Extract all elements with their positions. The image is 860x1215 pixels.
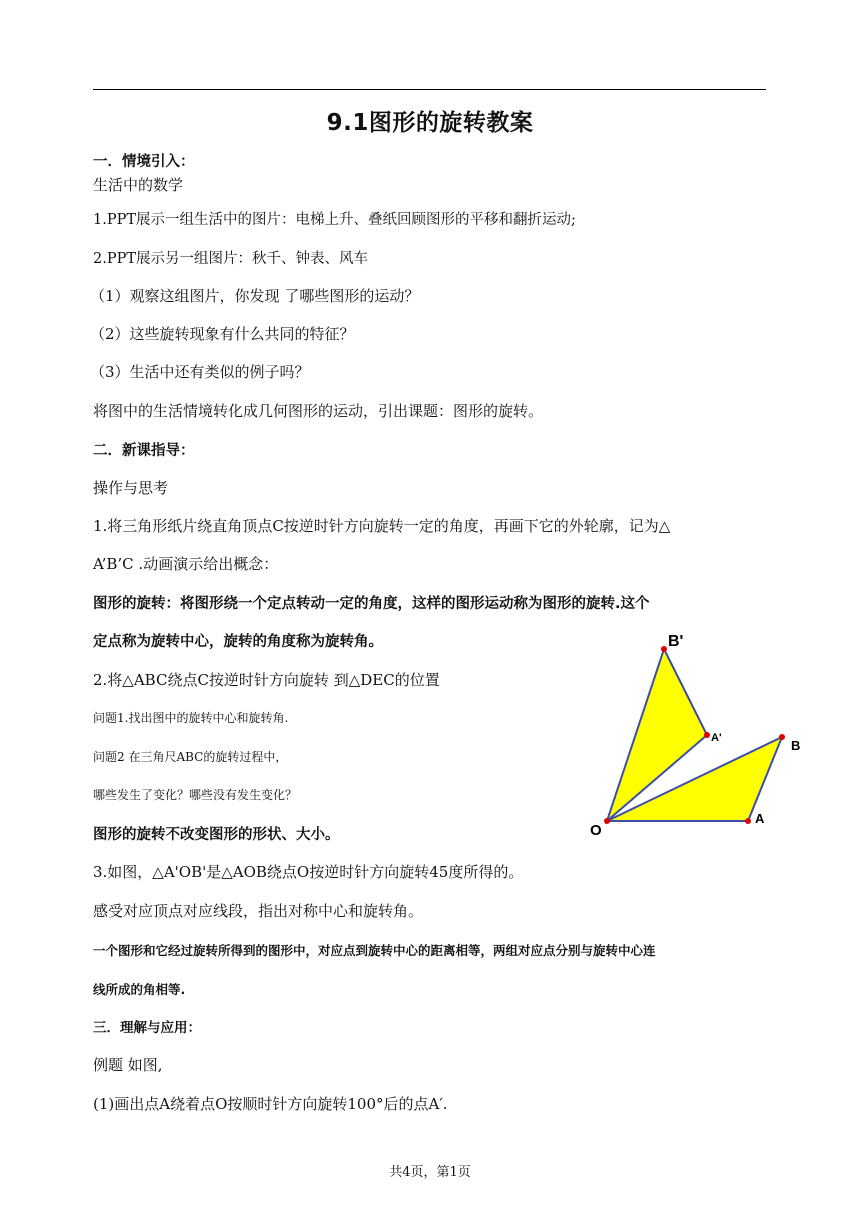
paragraph: A’B’C .动画演示给出概念： (93, 555, 279, 573)
paragraph: 3.如图，△A'OB'是△AOB绕点O按逆时针方向旋转45度所得的。 (93, 863, 524, 881)
question-item: （2）这些旋转现象有什么共同的特征？ (90, 325, 355, 343)
paragraph: 1.PPT展示一组生活中的图片：电梯上升、叠纸回顾图形的平移和翻折运动; (93, 212, 576, 228)
paragraph: 1.将三角形纸片绕直角顶点C按逆时针方向旋转一定的角度，再画下它的外轮廓，记为△ (93, 517, 671, 535)
section-subheading: 操作与思考 (93, 479, 169, 497)
definition-text: 定点称为旋转中心，旋转的角度称为旋转角。 (93, 634, 383, 650)
rotation-figure (585, 628, 815, 838)
question-item: 问题1.找出图中的旋转中心和旋转角. (93, 711, 289, 725)
paragraph: 2.将△ABC绕点C按逆时针方向旋转 到△DEC的位置 (93, 671, 440, 689)
paragraph: (1)画出点A绕着点O按顺时针方向旋转100°后的点A′. (93, 1095, 448, 1113)
question-item: 哪些发生了变化？哪些没有发生变化？ (93, 788, 298, 802)
point-b1 (661, 646, 667, 652)
label-b1: B' (668, 633, 684, 650)
header-rule (93, 89, 766, 90)
section-subheading: 生活中的数学 (93, 176, 184, 194)
paragraph: 将图中的生活情境转化成几何图形的运动，引出课题：图形的旋转。 (93, 402, 544, 420)
point-a (745, 818, 751, 824)
question-item: （3）生活中还有类似的例子吗？ (90, 363, 310, 381)
section-heading-2: 二．新课指导： (93, 443, 195, 459)
property-text: 线所成的角相等. (93, 982, 186, 997)
property-text: 一个图形和它经过旋转所得到的图形中，对应点到旋转中心的距离相等，两组对应点分别与旋转中心连 (93, 943, 656, 958)
label-a1: A' (711, 732, 722, 744)
question-item: 问题2 在三角尺ABC的旋转过程中， (93, 750, 288, 764)
conclusion-text: 图形的旋转不改变图形的形状、大小。 (93, 827, 340, 843)
question-item: （1）观察这组图片，你发现 了哪些图形的运动？ (90, 287, 420, 305)
page-title: 9.1图形的旋转教案 (326, 110, 534, 136)
label-a: A (755, 811, 765, 826)
paragraph: 例题 如图, (93, 1056, 163, 1074)
point-o (604, 818, 610, 824)
section-heading-1: 一．情境引入： (93, 154, 195, 170)
page-footer: 共4页，第1页 (389, 1165, 471, 1180)
definition-text: 图形的旋转：将图形绕一个定点转动一定的角度，这样的图形运动称为图形的旋转.这个 (93, 596, 650, 612)
paragraph: 2.PPT展示另一组图片：秋千、钟表、风车 (93, 251, 369, 267)
label-o: O (590, 822, 602, 838)
point-a1 (704, 732, 710, 738)
point-b (779, 734, 785, 740)
paragraph: 感受对应顶点对应线段，指出对称中心和旋转角。 (93, 902, 424, 920)
section-heading-3: 三．理解与应用： (93, 1020, 201, 1036)
label-b: B (791, 738, 801, 753)
